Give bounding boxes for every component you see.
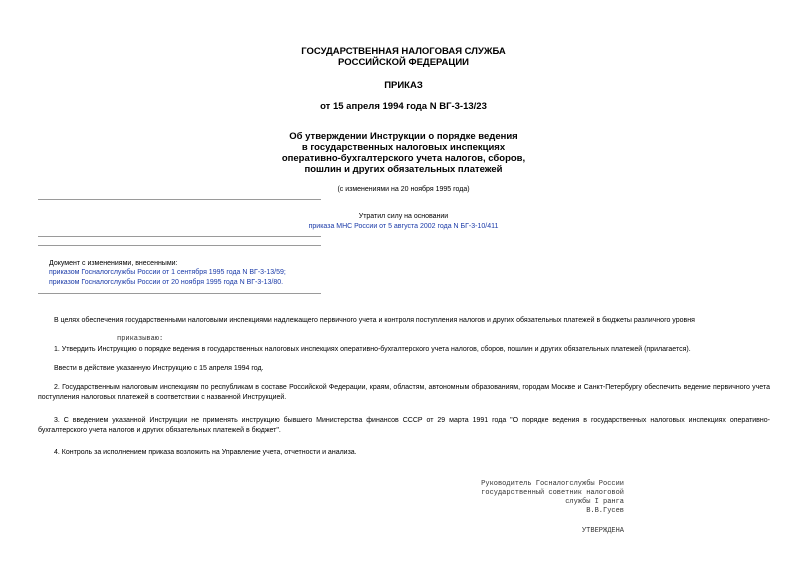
divider — [38, 293, 321, 294]
signature-line-3: службы I ранга — [565, 498, 624, 506]
doc-title-line3: оперативно-бухгалтерского учета налогов, сборов, — [281, 153, 526, 164]
signature-name: В.В.Гусев — [586, 507, 624, 515]
doc-title-line4: пошлин и других обязательных платежей — [304, 164, 503, 175]
item-1: 1. Утвердить Инструкцию о порядке ведения в государственных налоговых инспекциях оперативно-бухгалтерского учета налогов, сборов, пошлин и других обязательных платежей (прилагается). — [54, 346, 691, 353]
doc-date-number: от 15 апреля 1994 года N ВГ-3-13/23 — [320, 101, 487, 112]
amendment-link-1[interactable]: приказом Госналогслужбы России от 1 сентября 1995 года N ВГ-3-13/59; — [49, 269, 286, 276]
item-3: 3. С введением указанной Инструкции не применять инструкцию бывшего Министерства финансов СССР от 29 марта 1991 года "О порядке ведения в государственных налоговых инспекциях оперативно-бухгалтерского учета налогов и других обязательных платежей в бюджет". — [38, 417, 770, 434]
org-name-line2: РОССИЙСКОЙ ФЕДЕРАЦИИ — [337, 57, 469, 68]
lost-force-label: Утратил силу на основании — [358, 213, 449, 220]
doc-type: ПРИКАЗ — [384, 80, 423, 91]
divider — [38, 236, 321, 237]
doc-title-line2: в государственных налоговых инспекциях — [301, 142, 506, 153]
signature-line-1: Руководитель Госналогслужбы России — [481, 480, 624, 488]
amendment-link-2[interactable]: приказом Госналогслужбы России от 20 ноября 1995 года N ВГ-3-13/80. — [49, 279, 284, 286]
amended-note: (с изменениями на 20 ноября 1995 года) — [337, 186, 470, 193]
item-4: 4. Контроль за исполнением приказа возложить на Управление учета, отчетности и анализа. — [54, 449, 357, 456]
lost-force-link[interactable]: приказа МНС России от 5 августа 2002 года N БГ-3-10/411 — [308, 223, 499, 230]
org-name-line1: ГОСУДАРСТВЕННАЯ НАЛОГОВАЯ СЛУЖБА — [301, 46, 506, 57]
preamble: В целях обеспечения государственными налоговыми инспекциями надлежащего первичного учета и контроля поступления налогов и других обязательных платежей в бюджеты различного уровня — [54, 317, 695, 324]
divider — [38, 245, 321, 246]
approved-label: УТВЕРЖДЕНА — [581, 527, 624, 535]
amendments-intro: Документ с изменениями, внесенными: — [49, 260, 178, 267]
doc-title-line1: Об утверждении Инструкции о порядке ведения — [289, 131, 518, 142]
divider — [38, 199, 321, 200]
item-2: 2. Государственным налоговым инспекциям по республикам в составе Российской Федерации, краям, областям, автономным образованиям, городам Москве и Санкт-Петербургу обеспечить ведение первичного учета поступления налоговых платежей в соответствии с названной Инструкцией. — [38, 384, 770, 401]
item-1-effective: Ввести в действие указанную Инструкцию с 15 апреля 1994 год. — [54, 365, 264, 372]
signature-line-2: государственный советник налоговой — [481, 489, 624, 497]
order-word: приказываю: — [117, 335, 164, 343]
